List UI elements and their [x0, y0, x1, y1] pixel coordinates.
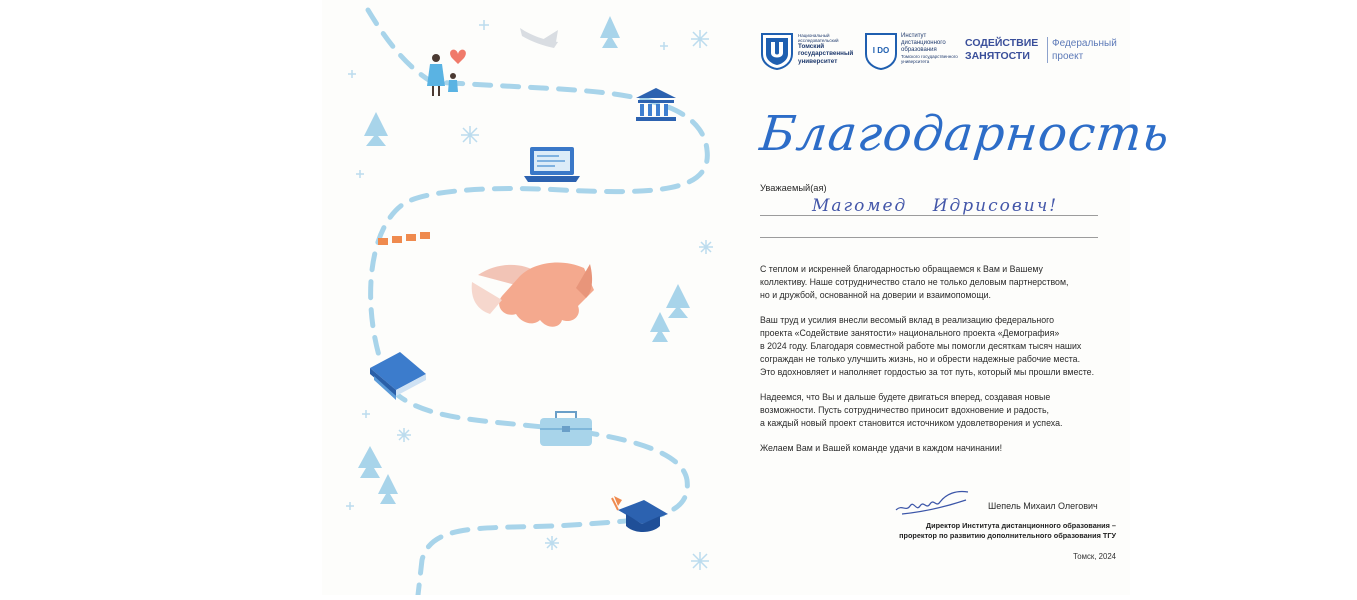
document-title: Благодарность	[757, 106, 1173, 162]
illustration	[322, 0, 742, 595]
ido-name: Институт дистанционного образования Томского государственного университета	[901, 33, 958, 64]
project-type: Федеральный проект	[1047, 37, 1130, 63]
greeting: Уважаемый(ая)	[760, 183, 827, 193]
family-icon	[427, 54, 458, 96]
tsu-logo-icon	[760, 32, 794, 70]
paragraph: Ваш труд и усилия внесли весомый вклад в реализацию федерального проекта «Содействие занятости» национального проекта «Демография» в 2024 году. Благодаря совместной работе мы помогли десяткам тысяч наших сограждан не только улучшить жизнь, но и обрести надежные рабочие места. Это вдохновляет и наполняет гордостью за тот путь, который мы прошли вместе.	[760, 315, 1095, 377]
signer-position: Директор Института дистанционного образования – проректор по развитию дополнительного образования ТГУ	[899, 521, 1116, 540]
recipient-line	[760, 215, 1098, 216]
signature	[892, 486, 972, 518]
city-year: Томск, 2024	[1073, 552, 1116, 561]
ido-logo-icon	[864, 32, 898, 70]
handshake-icon	[472, 262, 594, 326]
bird-icon	[520, 28, 558, 48]
paragraph: С теплом и искренней благодарностью обращаемся к Вам и Вашему коллективу. Наше сотрудничество стало не только деловым партнерством, но и дружбой, основанной на доверии и взаимопомощи.	[760, 264, 1069, 300]
ido-badge: I DO	[872, 46, 890, 55]
tsu-name: Национальный исследовательский Томский государственный университет	[798, 33, 854, 65]
signer-name: Шепель Михаил Олегович	[988, 501, 1098, 511]
paragraph: Надеемся, что Вы и дальше будете двигаться вперед, создавая новые возможности. Пусть сотрудничество приносит вдохновение и радость, а каждый новый проект становится источником удовлетворения и успеха.	[760, 392, 1063, 428]
recipient-name: Магомед Идрисович!	[812, 196, 1059, 216]
briefcase-icon	[540, 412, 592, 446]
header-logos	[760, 30, 1130, 74]
heart-icon	[450, 50, 466, 64]
bank-icon	[636, 88, 676, 121]
certificate-content	[742, 0, 1173, 595]
laptop-icon	[524, 147, 580, 182]
project-name: СОДЕЙСТВИЕ ЗАНЯТОСТИ	[965, 37, 1039, 62]
graduation-cap-icon	[612, 496, 668, 532]
books-icon	[370, 352, 426, 400]
orange-marks	[378, 232, 430, 245]
paragraph: Желаем Вам и Вашей команде удачи в каждом начинании!	[760, 443, 1003, 453]
recipient-line-2	[760, 237, 1098, 238]
letter-body	[760, 263, 1120, 467]
